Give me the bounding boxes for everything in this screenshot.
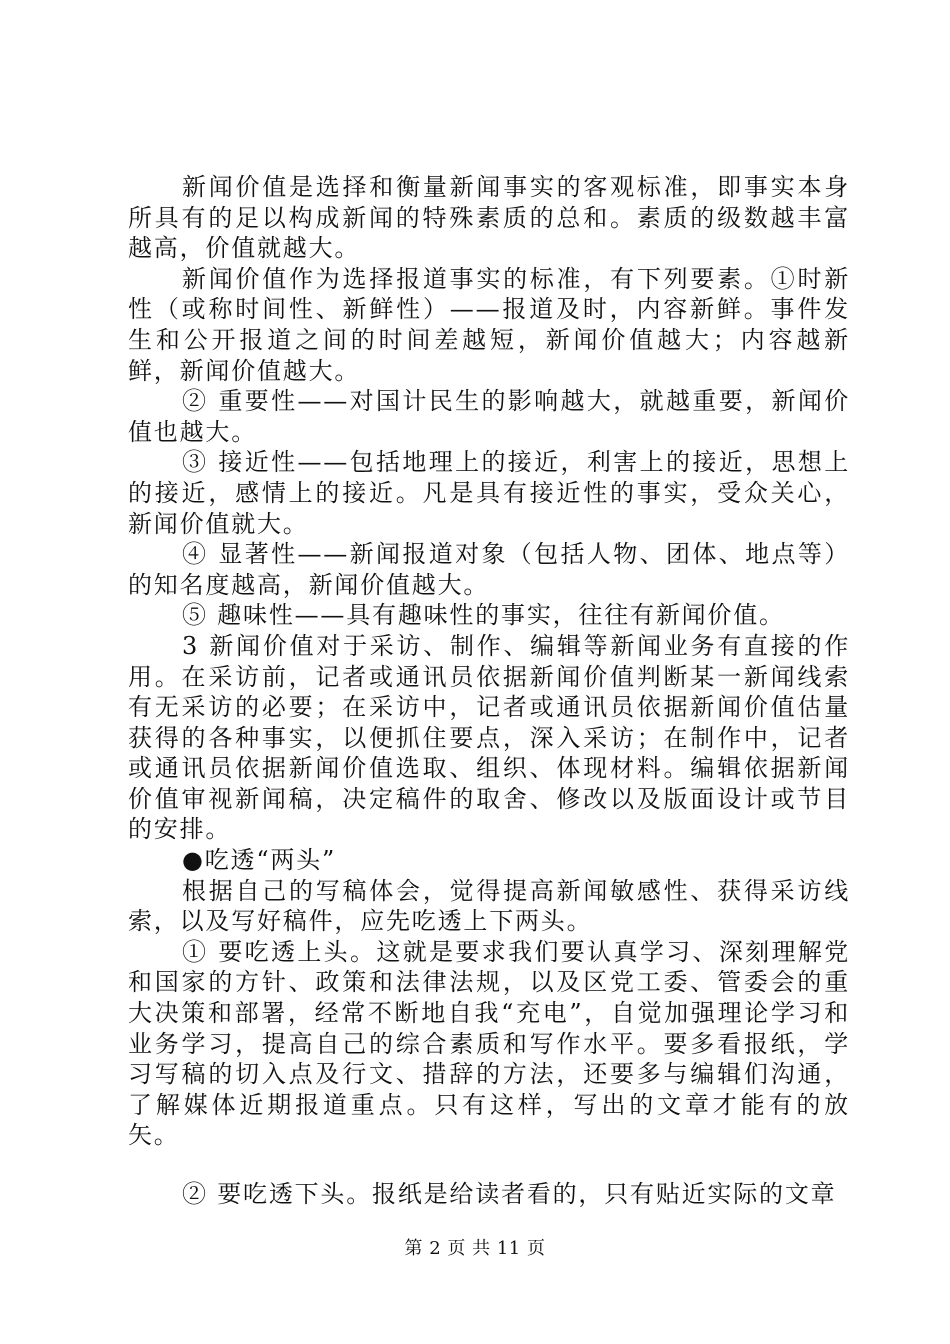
paragraph-understand-bottom: ② 要吃透下头。报纸是给读者看的，只有贴近实际的文章: [182, 1180, 837, 1208]
paragraph-understand-top: ① 要吃透上头。这就是要求我们要认真学习、深刻理解党和国家的方针、政策和法律法规，以及区党工委、管委会的重大决策和部署，经常不断地自我“充电”，自觉加强理论学习和业务学习，提高自己的综合素质和写作水平。要多看报纸，学习写稿的切入点及行文、措辞的方法，还要多与编辑们沟通，了解媒体近期报道重点。只有这样，写出的文章才能有的放矢。: [128, 937, 850, 1150]
document-body: [128, 172, 850, 1210]
paragraph-writing-experience: 根据自己的写稿体会，觉得提高新闻敏感性、获得采访线索，以及写好稿件，应先吃透上下两头。: [128, 876, 850, 936]
section-heading-two-ends: ●吃透“两头”: [182, 846, 337, 875]
page-number-footer: 第 2 页 共 11 页: [404, 1238, 546, 1259]
paragraph-proximity: ③ 接近性——包括地理上的接近，利害上的接近，思想上的接近，感情上的接近。凡是具有接近性的事实，受众关心，新闻价值就大。: [128, 448, 850, 538]
paragraph-news-value-role: 3 新闻价值对于采访、制作、编辑等新闻业务有直接的作用。在采访前，记者或通讯员依据新闻价值判断某一新闻线索有无采访的必要；在采访中，记者或通讯员依据新闻价值估量获得的各种事实，以便抓住要点，深入采访；在制作中，记者或通讯员依据新闻价值选取、组织、体现材料。编辑依据新闻价值审视新闻稿，决定稿件的取舍、修改以及版面设计或节目的安排。: [128, 631, 850, 844]
paragraph-prominence: ④ 显著性——新闻报道对象（包括人物、团体、地点等）的知名度越高，新闻价值越大。: [128, 540, 850, 599]
paragraph-interest: ⑤ 趣味性——具有趣味性的事实，往往有新闻价值。: [182, 601, 785, 630]
paragraph-news-value-elements: 新闻价值作为选择报道事实的标准，有下列要素。①时新性（或称时间性、新鲜性）——报道及时，内容新鲜。事件发生和公开报道之间的时间差越短，新闻价值越大；内容越新鲜，新闻价值越大。: [128, 264, 850, 385]
paragraph-news-value-definition: 新闻价值是选择和衡量新闻事实的客观标准，即事实本身所具有的足以构成新闻的特殊素质的总和。素质的级数越丰富越高，价值就越大。: [128, 173, 850, 263]
paragraph-importance: ② 重要性——对国计民生的影响越大，就越重要，新闻价值也越大。: [128, 387, 850, 446]
